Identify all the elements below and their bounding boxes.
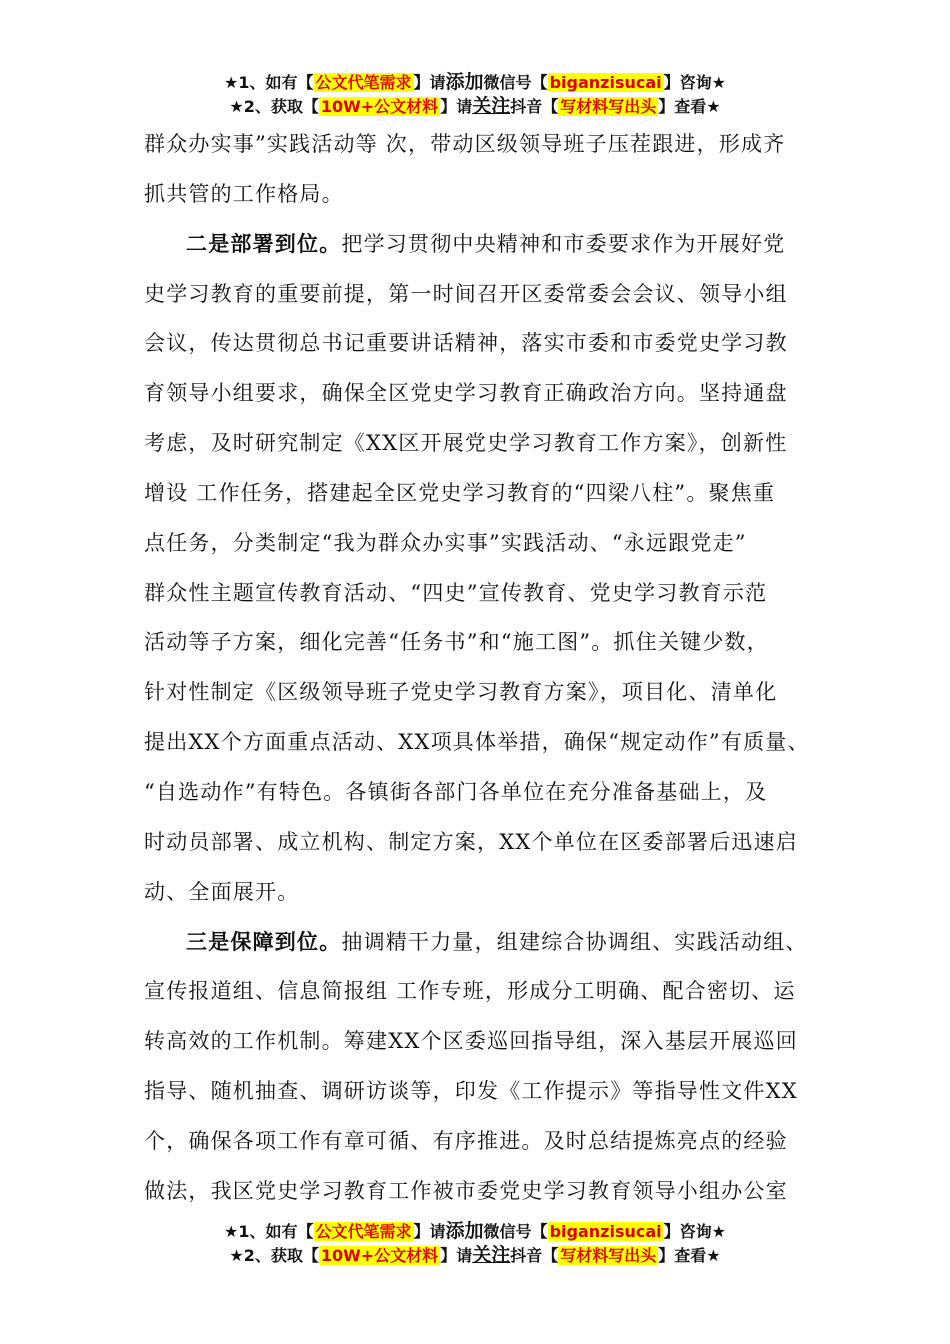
banner-line-2 — [0, 1243, 950, 1267]
banner-text: 】请 — [413, 73, 446, 92]
promo-banner-bottom — [0, 1219, 950, 1267]
banner-text: ★1、如有【 — [224, 1222, 314, 1241]
text-line: 史学习教育的重要前提，第一时间召开区委常委会会议、领导小组 — [144, 281, 788, 306]
banner-highlight: 公文代笔需求 — [315, 73, 412, 92]
banner-highlight: 公文代笔需求 — [315, 1222, 412, 1241]
banner-text: 】查看★ — [658, 97, 721, 116]
banner-text: 】咨询★ — [663, 1222, 726, 1241]
banner-text: ★2、获取【 — [229, 97, 319, 116]
banner-text: 】请 — [440, 97, 473, 116]
text-line: 会议，传达贯彻总书记重要讲话精神，落实市委和市委党史学习教 — [144, 331, 788, 356]
banner-line-2 — [0, 94, 950, 118]
paragraph-heading: 二是部署到位。 — [186, 231, 342, 256]
banner-highlight-account: 写材料写出头 — [560, 97, 657, 116]
banner-emphasis: 添加 — [445, 1220, 484, 1242]
text-line: 做法，我区党史学习教育工作被市委党史学习教育领导小组办公室 — [144, 1178, 788, 1203]
banner-emphasis: 关注 — [472, 1244, 511, 1266]
text-line: 个，确保各项工作有章可循、有序推进。及时总结提炼亮点的经验 — [144, 1128, 788, 1153]
text-line: 增设 工作任务，搭建起全区党史学习教育的“四梁八柱”。聚焦重 — [144, 480, 776, 505]
text-line: 育领导小组要求，确保全区党史学习教育正确政治方向。坚持通盘 — [144, 381, 788, 406]
text-line: 活动等子方案，细化完善“任务书”和“施工图”。抓住关键少数， — [144, 630, 769, 655]
text-line: 宣传报道组、信息简报组 工作专班，形成分工明确、配合密切、运 — [144, 979, 796, 1004]
banner-highlight-account: 写材料写出头 — [560, 1246, 657, 1265]
banner-text: 】查看★ — [658, 1246, 721, 1265]
banner-text: 微信号【 — [483, 1222, 548, 1241]
banner-text: ★1、如有【 — [224, 73, 314, 92]
text-line: 指导、随机抽查、调研访谈等，印发《工作提示》等指导性文件XX — [144, 1079, 798, 1104]
text-line: 点任务，分类制定“我为群众办实事”实践活动、“永远跟党走” — [144, 530, 747, 555]
text-run: 把学习贯彻中央精神和市委要求作为开展好党 — [341, 231, 786, 256]
banner-text: 微信号【 — [483, 73, 548, 92]
text-line: 时动员部署、成立机构、制定方案，XX个单位在区委部署后迅速启 — [144, 829, 798, 854]
banner-highlight: 10W+公文材料 — [320, 97, 439, 116]
banner-emphasis: 添加 — [445, 71, 484, 93]
banner-line-1 — [0, 1219, 950, 1243]
text-line: 抓共管的工作格局。 — [144, 181, 344, 206]
banner-text: 】请 — [413, 1222, 446, 1241]
banner-text: 抖音【 — [510, 1246, 559, 1265]
text-run: 抽调精干力量，组建综合协调组、实践活动组、 — [341, 929, 808, 954]
banner-highlight: 10W+公文材料 — [320, 1246, 439, 1265]
document-body — [144, 126, 824, 1223]
text-line: 提出XX个方面重点活动、XX项具体举措，确保“规定动作”有质量、 — [144, 730, 810, 755]
banner-highlight-wechat-id: biganzisucai — [549, 1222, 662, 1241]
banner-text: 】咨询★ — [663, 73, 726, 92]
banner-line-1 — [0, 70, 950, 94]
text-line: 转高效的工作机制。筹建XX个区委巡回指导组，深入基层开展巡回 — [144, 1029, 798, 1054]
banner-emphasis: 关注 — [472, 95, 511, 117]
text-line: 群众办实事”实践活动等 次，带动区级领导班子压茬跟进，形成齐 — [144, 132, 786, 156]
promo-banner-top — [0, 70, 950, 118]
paragraph-heading: 三是保障到位。 — [186, 929, 342, 954]
text-line: 动、全面展开。 — [144, 879, 300, 904]
banner-text: 】请 — [440, 1246, 473, 1265]
text-line: 群众性主题宣传教育活动、“四史”宣传教育、党史学习教育示范 — [144, 580, 768, 605]
banner-highlight-wechat-id: biganzisucai — [549, 73, 662, 92]
banner-text: ★2、获取【 — [229, 1246, 319, 1265]
banner-text: 抖音【 — [510, 97, 559, 116]
text-line: 考虑，及时研究制定《XX区开展党史学习教育工作方案》，创新性 — [144, 431, 788, 456]
paragraph-heading-line — [144, 924, 824, 974]
text-line: 针对性制定《区级领导班子党史学习教育方案》，项目化、清单化 — [144, 680, 778, 705]
paragraph-heading-line — [144, 226, 824, 276]
text-line: “自选动作”有特色。各镇街各部门各单位在充分准备基础上，及 — [144, 779, 768, 804]
